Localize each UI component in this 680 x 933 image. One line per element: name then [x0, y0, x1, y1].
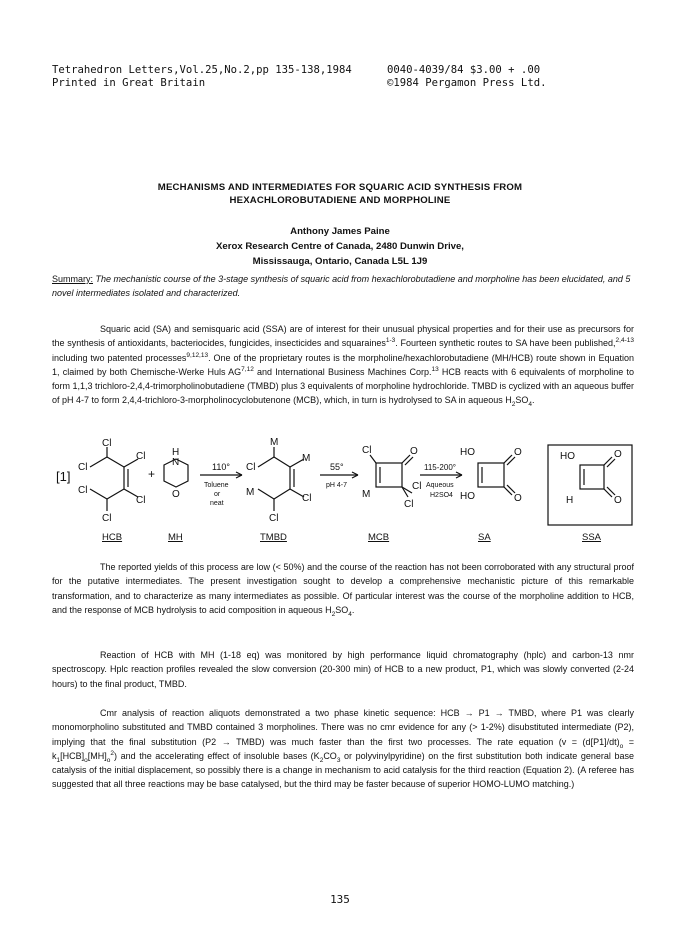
printed-in: Printed in Great Britain — [52, 77, 206, 89]
atom-label: O — [614, 449, 622, 460]
atom-label: Cl — [246, 462, 256, 473]
intro-text-5: and International Business Machines Corp. — [253, 366, 432, 377]
arrow-condition: 55° — [330, 462, 344, 472]
atom-label: O — [172, 489, 180, 500]
arrow-condition: 115-200° — [424, 463, 456, 472]
para2-text-3: . — [351, 604, 355, 615]
subscript: 2 — [511, 401, 516, 409]
atom-label: Cl — [136, 495, 146, 506]
subscript: 4 — [528, 401, 532, 409]
atom-label: M — [246, 487, 255, 498]
intro-paragraph — [52, 322, 634, 408]
subscript: 1 — [56, 756, 61, 764]
para4-text-6: CO — [323, 750, 337, 761]
issn-price: 0040-4039/84 $3.00 + .00 — [387, 64, 541, 76]
author-name: Anthony James Paine — [290, 226, 390, 237]
para2-text-2: SO — [335, 604, 349, 615]
equation-label: [1] — [56, 469, 71, 484]
intro-text-6: HCB reacts with 6 equivalents of morpholine to form 1,1,3 trichloro-2,4,4-trimorpholinobutadiene (TMBD) plus 3 equivalents of morpholine hydrochloride. TMBD is cyclized with an aqueous buffer of pH 4-7 to form 2,4,4-trichloro-3-morpholinocyclobutenone (MCB), which, in turn is hydrolysed to SA in aqueous H — [52, 366, 634, 406]
atom-label: HO — [460, 491, 475, 502]
para3-text: Reaction of HCB with MH (1-18 eq) was monitored by high performance liquid chromatography (hplc) and carbon-13 nmr spectroscopy. Hplc reaction profiles revealed the slow conversion (20-300 min) of HCB to a new product, P1, which was slowly converted (2-24 hours) to the final product, TMBD. — [52, 650, 634, 689]
arrow-condition: 110° — [212, 462, 230, 472]
ref-sup: 7,12 — [241, 365, 254, 373]
ref-sup: 1-3 — [385, 337, 396, 345]
atom-label: Cl — [404, 499, 414, 510]
ref-sup: 13 — [431, 365, 439, 373]
arrow-condition: H2SO4 — [430, 492, 453, 499]
summary-text: The mechanistic course of the 3-stage synthesis of squaric acid from hexachlorobutadiene and morpholine has been elucidated, and 5 novel intermediates isolated and characterized. — [52, 274, 631, 298]
plus-sign: + — [148, 467, 156, 481]
atom-label: H — [566, 495, 574, 506]
subscript: o — [106, 756, 111, 764]
arrow-condition: Toluene — [204, 482, 229, 489]
intro-text-4: . One of the proprietary routes is the morpholine/hexachlorobutadiene (MH/HCB) route shown in Equation 1, claimed by both Chemische-Werke Huls AG — [52, 352, 634, 377]
atom-label: Cl — [78, 462, 88, 473]
arrow-condition: pH 4-7 — [326, 482, 348, 489]
intro-text-8: . — [531, 395, 535, 406]
atom-label: O — [410, 446, 418, 457]
subscript: o — [84, 756, 88, 764]
affiliation-line-2: Mississauga, Ontario, Canada L5L 1J9 — [252, 256, 428, 267]
intro-text-7: SO — [515, 395, 529, 406]
para4-text-3: [HCB] — [60, 750, 85, 761]
atom-label: Cl — [102, 438, 112, 449]
title-line-2: HEXACHLOROBUTADIENE AND MORPHOLINE — [229, 195, 451, 206]
subscript: 2 — [331, 610, 336, 618]
label-mh: MH — [168, 532, 183, 543]
atom-label: M — [302, 453, 311, 464]
atom-label: Cl — [78, 485, 88, 496]
para2-text-1: The reported yields of this process are low (< 50%) and the course of the reaction has not been corroborated with any structural proof for the putative intermediates. The present investigation sought to develop a comprehensive mechanistic picture of this remarkable transformation, and to characterize as many intermediates as possible. Of particular interest was the course of the morpholine addition to HCB, and the response of MCB hydrolysis to acid composition in aqueous H — [52, 562, 634, 615]
paragraph-4 — [52, 706, 634, 792]
atom-label: Cl — [269, 513, 279, 524]
subscript: 3 — [336, 756, 341, 764]
intro-text-1: Squaric acid (SA) and semisquaric acid (SSA) are of interest for their unusual physical properties and for their use as precursors for the synthesis of antioxidants, bacteriocides, fungicides, insecticides and squaraines — [52, 324, 634, 349]
subscript: o — [619, 742, 624, 750]
atom-label: O — [514, 447, 522, 458]
paragraph-2 — [52, 560, 634, 617]
atom-label: O — [514, 493, 522, 504]
ref-sup: 9,12,13 — [186, 351, 209, 359]
intro-text-3: including two patented processes — [52, 352, 187, 363]
label-tmbd: TMBD — [260, 532, 287, 543]
paragraph-3 — [52, 648, 634, 691]
atom-label: M — [270, 437, 279, 448]
page-number: 135 — [330, 893, 350, 906]
arrow-condition: neat — [210, 500, 224, 507]
atom-label: Cl — [102, 513, 112, 524]
subscript: 4 — [348, 610, 352, 618]
arrow-condition: Aqueous — [426, 482, 454, 489]
atom-label: Cl — [302, 493, 312, 504]
author-block — [0, 224, 680, 269]
para4-text-7: or polyvinylpyridine) on the first substitution both indicate general base catalysis of the initial displacement, so possibly there is a change in mechanism to acid catalysis for the third reaction (Equation 2). (A referee has suggested that all three reactions may be base catalysed, but the third may be faster because of superior HOMO-LUMO matching.) — [52, 750, 634, 790]
summary — [52, 272, 634, 300]
ref-sup: 2,4-13 — [615, 337, 634, 345]
atom-label: N — [172, 457, 180, 468]
label-mcb: MCB — [368, 532, 390, 543]
atom-label: Cl — [136, 451, 146, 462]
para4-text-2: = k — [52, 736, 634, 761]
label-ssa: SSA — [582, 532, 602, 543]
atom-label: M — [362, 489, 371, 500]
para4-text-5: ) and the accelerating effect of insoluble bases (K — [114, 750, 320, 761]
arrow-condition: or — [214, 491, 221, 498]
atom-label: HO — [560, 451, 575, 462]
journal-header — [52, 64, 640, 90]
atom-label: HO — [460, 447, 475, 458]
para4-text-1: Cmr analysis of reaction aliquots demonstrated a two phase kinetic sequence: HCB → P1 → TMBD, where P1 was clearly monomorpholino substituted and TMBD contained 3 morpholines. There was no cmr evidence for any (> 1-2%) disubstituted intermediate (P2), implying that the final substitution (P2 → TMBD) was much faster than the first two processes. The rate equation (v = (d[P1]/dt) — [52, 708, 634, 747]
affiliation-line-1: Xerox Research Centre of Canada, 2480 Dunwin Drive, — [216, 241, 464, 252]
para4-text-4: [MH] — [87, 750, 107, 761]
paper-title — [0, 181, 680, 207]
summary-label: Summary: — [52, 274, 94, 284]
atom-label: Cl — [362, 445, 372, 456]
intro-text-2: . Fourteen synthetic routes to SA have been published, — [395, 338, 616, 349]
reaction-scheme — [52, 437, 638, 557]
label-sa: SA — [478, 532, 491, 543]
superscript: 2 — [110, 749, 115, 757]
journal-citation: Tetrahedron Letters,Vol.25,No.2,pp 135-138,1984 — [52, 64, 352, 76]
subscript: 2 — [319, 756, 324, 764]
label-hcb: HCB — [102, 532, 123, 543]
copyright: ©1984 Pergamon Press Ltd. — [387, 77, 547, 89]
equation-1-structures — [52, 437, 638, 537]
atom-label: Cl — [412, 481, 422, 492]
title-line-1: MECHANISMS AND INTERMEDIATES FOR SQUARIC ACID SYNTHESIS FROM — [157, 182, 523, 193]
atom-label: O — [614, 495, 622, 506]
atom-label: H — [172, 447, 180, 458]
